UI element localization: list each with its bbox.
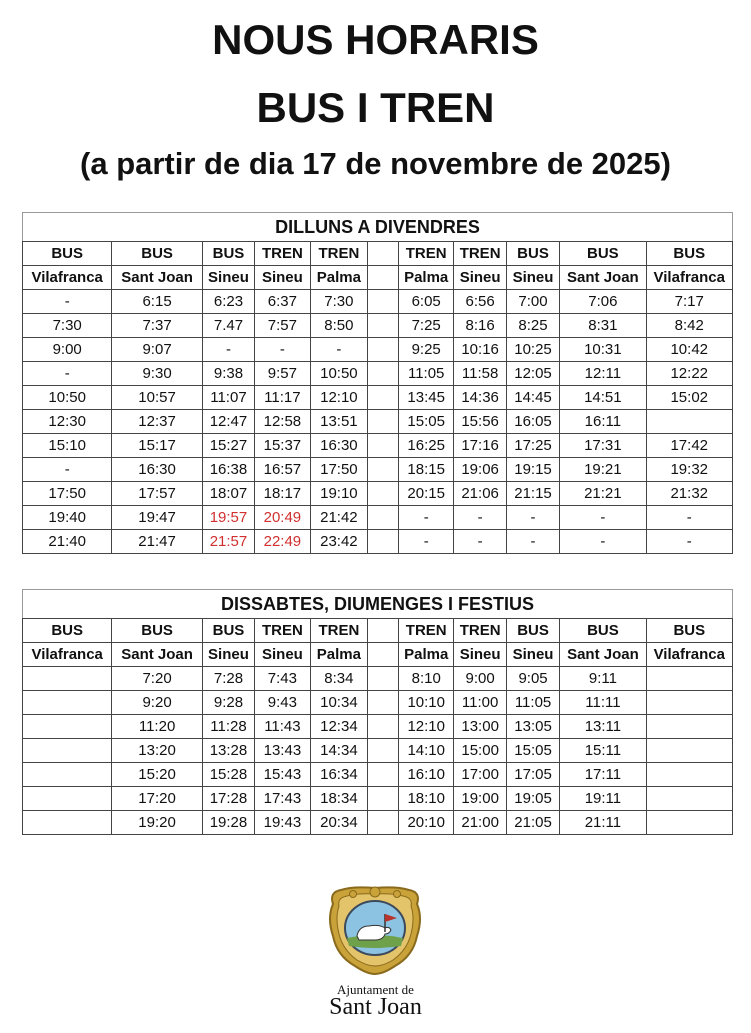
time-cell: -: [646, 506, 733, 530]
time-cell: -: [202, 338, 254, 362]
time-cell: 20:34: [310, 811, 368, 835]
gap-cell: [368, 242, 399, 266]
time-cell: 17:16: [454, 434, 506, 458]
table-row: [23, 458, 733, 482]
title-date-subtitle: (a partir de dia 17 de novembre de 2025): [80, 146, 671, 181]
logo-caption-line-1: Ajuntament de: [337, 982, 414, 997]
time-cell: 10:42: [646, 338, 733, 362]
stop-header: Sineu: [454, 266, 506, 290]
mode-header: BUS: [23, 242, 112, 266]
time-cell: 17:25: [506, 434, 559, 458]
time-cell: 10:57: [112, 386, 202, 410]
mode-header: TREN: [398, 242, 453, 266]
mode-header: TREN: [398, 619, 453, 643]
table-row: [23, 506, 733, 530]
mode-header: BUS: [23, 619, 112, 643]
logo-caption-line-2: Sant Joan: [329, 994, 422, 1020]
time-cell: 19:40: [23, 506, 112, 530]
time-cell: 16:57: [255, 458, 310, 482]
time-cell: 17:11: [560, 763, 646, 787]
gap-cell: [368, 667, 399, 691]
time-cell: 17:20: [112, 787, 202, 811]
time-cell: 10:50: [310, 362, 368, 386]
time-cell: 7.47: [202, 314, 254, 338]
time-cell: 15:56: [454, 410, 506, 434]
stop-header: Sant Joan: [112, 266, 202, 290]
time-cell: 8:16: [454, 314, 506, 338]
time-cell: 12:37: [112, 410, 202, 434]
time-cell: 15:10: [23, 434, 112, 458]
time-cell: 12:11: [560, 362, 646, 386]
time-cell: 13:28: [202, 739, 254, 763]
gap-cell: [368, 643, 399, 667]
time-cell: 12:10: [310, 386, 368, 410]
stop-header: Sineu: [202, 266, 254, 290]
time-cell: 18:10: [398, 787, 453, 811]
time-cell: -: [398, 530, 453, 554]
time-cell: -: [454, 530, 506, 554]
stop-header: Palma: [310, 643, 368, 667]
gap-cell: [368, 314, 399, 338]
time-cell: -: [255, 338, 310, 362]
table-row: [23, 362, 733, 386]
time-cell: 7:25: [398, 314, 453, 338]
time-cell: 15:20: [112, 763, 202, 787]
time-cell: 8:42: [646, 314, 733, 338]
time-cell: [646, 787, 732, 811]
table-row: [23, 434, 733, 458]
time-cell: 6:05: [398, 290, 453, 314]
time-cell: 6:23: [202, 290, 254, 314]
time-cell: [646, 739, 732, 763]
table-row: [23, 739, 733, 763]
time-cell: 14:34: [310, 739, 368, 763]
time-cell: 21:15: [506, 482, 559, 506]
time-cell: 16:10: [398, 763, 453, 787]
time-cell: 17:31: [560, 434, 646, 458]
time-cell: 16:30: [310, 434, 368, 458]
time-cell: 16:30: [112, 458, 202, 482]
time-cell: 19:15: [506, 458, 559, 482]
table-row: [23, 763, 733, 787]
mode-header: TREN: [310, 619, 368, 643]
mode-header: TREN: [454, 242, 506, 266]
time-cell: 21:42: [310, 506, 368, 530]
time-cell: 15:02: [646, 386, 733, 410]
time-cell: 22:49: [255, 530, 310, 554]
stop-header: Vilafranca: [23, 266, 112, 290]
table-row: [23, 410, 733, 434]
mode-header: BUS: [646, 619, 732, 643]
stop-header: Sineu: [255, 266, 310, 290]
time-cell: 14:51: [560, 386, 646, 410]
time-cell: 9:57: [255, 362, 310, 386]
weekday-timetable: [22, 212, 733, 554]
time-cell: 12:05: [506, 362, 559, 386]
mode-header: TREN: [310, 242, 368, 266]
time-cell: 19:32: [646, 458, 733, 482]
time-cell: 9:20: [112, 691, 202, 715]
gap-cell: [368, 482, 399, 506]
time-cell: [646, 763, 732, 787]
time-cell: -: [506, 506, 559, 530]
time-cell: 13:43: [255, 739, 310, 763]
mode-header: TREN: [255, 619, 310, 643]
time-cell: 15:05: [398, 410, 453, 434]
time-cell: 8:34: [310, 667, 368, 691]
time-cell: [646, 715, 732, 739]
time-cell: 16:25: [398, 434, 453, 458]
weekday-mode-row: [23, 242, 733, 266]
time-cell: 6:37: [255, 290, 310, 314]
table-row: [23, 811, 733, 835]
time-cell: 14:36: [454, 386, 506, 410]
gap-cell: [368, 458, 399, 482]
time-cell: 19:10: [310, 482, 368, 506]
weekend-mode-row: [23, 619, 733, 643]
time-cell: 17:43: [255, 787, 310, 811]
time-cell: 10:50: [23, 386, 112, 410]
gap-cell: [368, 506, 399, 530]
mode-header: BUS: [202, 619, 254, 643]
time-cell: [23, 667, 112, 691]
time-cell: 9:25: [398, 338, 453, 362]
time-cell: 12:30: [23, 410, 112, 434]
mode-header: BUS: [112, 619, 202, 643]
gap-cell: [368, 266, 399, 290]
time-cell: 8:31: [560, 314, 646, 338]
time-cell: 7:30: [23, 314, 112, 338]
time-cell: [23, 811, 112, 835]
time-cell: 11:05: [398, 362, 453, 386]
time-cell: 21:11: [560, 811, 646, 835]
time-cell: 19:47: [112, 506, 202, 530]
time-cell: [23, 763, 112, 787]
gap-cell: [368, 763, 399, 787]
time-cell: 20:49: [255, 506, 310, 530]
table-row: [23, 715, 733, 739]
weekend-stop-row: [23, 643, 733, 667]
time-cell: 15:00: [454, 739, 506, 763]
time-cell: 9:05: [506, 667, 559, 691]
time-cell: [646, 667, 732, 691]
time-cell: 7:57: [255, 314, 310, 338]
time-cell: 10:34: [310, 691, 368, 715]
gap-cell: [368, 787, 399, 811]
time-cell: 11:00: [454, 691, 506, 715]
time-cell: 19:57: [202, 506, 254, 530]
time-cell: 17:00: [454, 763, 506, 787]
time-cell: 18:15: [398, 458, 453, 482]
time-cell: 21:00: [454, 811, 506, 835]
weekend-times: [23, 667, 733, 835]
table-row: [23, 314, 733, 338]
time-cell: 15:27: [202, 434, 254, 458]
gap-cell: [368, 739, 399, 763]
time-cell: 21:05: [506, 811, 559, 835]
weekday-section-title: DILLUNS A DIVENDRES: [23, 213, 733, 242]
time-cell: 9:00: [454, 667, 506, 691]
time-cell: 13:00: [454, 715, 506, 739]
mode-header: BUS: [202, 242, 254, 266]
weekend-section-title: DISSABTES, DIUMENGES I FESTIUS: [23, 590, 733, 619]
mode-header: BUS: [646, 242, 733, 266]
time-cell: [23, 691, 112, 715]
time-cell: 13:45: [398, 386, 453, 410]
time-cell: 15:28: [202, 763, 254, 787]
time-cell: 7:28: [202, 667, 254, 691]
time-cell: 7:06: [560, 290, 646, 314]
stop-header: Sineu: [255, 643, 310, 667]
time-cell: 17:42: [646, 434, 733, 458]
stop-header: Palma: [310, 266, 368, 290]
time-cell: 16:05: [506, 410, 559, 434]
stop-header: Vilafranca: [23, 643, 112, 667]
time-cell: 21:32: [646, 482, 733, 506]
time-cell: 13:11: [560, 715, 646, 739]
time-cell: 19:11: [560, 787, 646, 811]
time-cell: 11:05: [506, 691, 559, 715]
time-cell: 8:10: [398, 667, 453, 691]
time-cell: 19:05: [506, 787, 559, 811]
time-cell: 20:10: [398, 811, 453, 835]
gap-cell: [368, 362, 399, 386]
time-cell: -: [560, 530, 646, 554]
time-cell: -: [23, 362, 112, 386]
time-cell: 19:00: [454, 787, 506, 811]
table-row: [23, 787, 733, 811]
mode-header: TREN: [454, 619, 506, 643]
coat-of-arms-icon: [323, 884, 427, 976]
table-row: [23, 691, 733, 715]
time-cell: 21:57: [202, 530, 254, 554]
time-cell: -: [560, 506, 646, 530]
table-row: [23, 530, 733, 554]
gap-cell: [368, 811, 399, 835]
time-cell: 16:11: [560, 410, 646, 434]
time-cell: 7:00: [506, 290, 559, 314]
time-cell: -: [23, 458, 112, 482]
time-cell: -: [398, 506, 453, 530]
gap-cell: [368, 619, 399, 643]
time-cell: 9:30: [112, 362, 202, 386]
gap-cell: [368, 410, 399, 434]
mode-header: BUS: [506, 619, 559, 643]
time-cell: 13:20: [112, 739, 202, 763]
time-cell: 17:50: [310, 458, 368, 482]
stop-header: Sineu: [506, 266, 559, 290]
time-cell: 19:43: [255, 811, 310, 835]
time-cell: 17:28: [202, 787, 254, 811]
time-cell: 12:58: [255, 410, 310, 434]
mode-header: BUS: [112, 242, 202, 266]
time-cell: 12:47: [202, 410, 254, 434]
time-cell: 16:34: [310, 763, 368, 787]
time-cell: -: [506, 530, 559, 554]
time-cell: 23:42: [310, 530, 368, 554]
stop-header: Palma: [398, 643, 453, 667]
table-row: [23, 338, 733, 362]
stop-header: Sant Joan: [560, 643, 646, 667]
time-cell: 11:58: [454, 362, 506, 386]
stop-header: Sant Joan: [560, 266, 646, 290]
mode-header: BUS: [560, 619, 646, 643]
time-cell: [646, 811, 732, 835]
time-cell: 6:15: [112, 290, 202, 314]
time-cell: 6:56: [454, 290, 506, 314]
time-cell: 14:45: [506, 386, 559, 410]
gap-cell: [368, 530, 399, 554]
time-cell: 15:43: [255, 763, 310, 787]
time-cell: 20:15: [398, 482, 453, 506]
time-cell: 11:43: [255, 715, 310, 739]
stop-header: Vilafranca: [646, 643, 732, 667]
title-line-2: BUS I TREN: [256, 84, 495, 131]
time-cell: 10:25: [506, 338, 559, 362]
time-cell: 19:20: [112, 811, 202, 835]
time-cell: -: [646, 530, 733, 554]
stop-header: Sineu: [506, 643, 559, 667]
stop-header: Sant Joan: [112, 643, 202, 667]
mode-header: BUS: [506, 242, 559, 266]
stop-header: Sineu: [202, 643, 254, 667]
time-cell: 7:17: [646, 290, 733, 314]
time-cell: 11:28: [202, 715, 254, 739]
time-cell: 11:11: [560, 691, 646, 715]
time-cell: 7:20: [112, 667, 202, 691]
time-cell: 17:05: [506, 763, 559, 787]
time-cell: 17:57: [112, 482, 202, 506]
time-cell: 7:43: [255, 667, 310, 691]
time-cell: 19:21: [560, 458, 646, 482]
time-cell: 8:50: [310, 314, 368, 338]
gap-cell: [368, 691, 399, 715]
gap-cell: [368, 290, 399, 314]
time-cell: 15:05: [506, 739, 559, 763]
time-cell: [23, 787, 112, 811]
table-row: [23, 290, 733, 314]
time-cell: [646, 410, 733, 434]
time-cell: 18:17: [255, 482, 310, 506]
time-cell: 9:11: [560, 667, 646, 691]
weekend-timetable: [22, 589, 733, 835]
stop-header: Sineu: [454, 643, 506, 667]
time-cell: 9:38: [202, 362, 254, 386]
time-cell: 21:40: [23, 530, 112, 554]
time-cell: 19:28: [202, 811, 254, 835]
time-cell: 10:31: [560, 338, 646, 362]
table-row: [23, 386, 733, 410]
time-cell: 15:37: [255, 434, 310, 458]
time-cell: 19:06: [454, 458, 506, 482]
title-line-1: NOUS HORARIS: [212, 16, 539, 63]
weekday-times: [23, 290, 733, 554]
time-cell: 11:17: [255, 386, 310, 410]
time-cell: 18:07: [202, 482, 254, 506]
time-cell: [23, 715, 112, 739]
time-cell: 10:16: [454, 338, 506, 362]
table-row: [23, 667, 733, 691]
time-cell: 21:47: [112, 530, 202, 554]
time-cell: 9:07: [112, 338, 202, 362]
time-cell: 15:17: [112, 434, 202, 458]
mode-header: BUS: [560, 242, 646, 266]
time-cell: 12:10: [398, 715, 453, 739]
time-cell: [646, 691, 732, 715]
time-cell: 10:10: [398, 691, 453, 715]
time-cell: 7:30: [310, 290, 368, 314]
table-row: [23, 482, 733, 506]
time-cell: 14:10: [398, 739, 453, 763]
stop-header: Vilafranca: [646, 266, 733, 290]
time-cell: 12:22: [646, 362, 733, 386]
time-cell: 13:05: [506, 715, 559, 739]
time-cell: 11:20: [112, 715, 202, 739]
gap-cell: [368, 338, 399, 362]
time-cell: 12:34: [310, 715, 368, 739]
gap-cell: [368, 386, 399, 410]
time-cell: 13:51: [310, 410, 368, 434]
time-cell: -: [23, 290, 112, 314]
time-cell: 21:06: [454, 482, 506, 506]
gap-cell: [368, 434, 399, 458]
gap-cell: [368, 715, 399, 739]
time-cell: 9:00: [23, 338, 112, 362]
time-cell: 15:11: [560, 739, 646, 763]
time-cell: 11:07: [202, 386, 254, 410]
time-cell: 16:38: [202, 458, 254, 482]
time-cell: [23, 739, 112, 763]
mode-header: TREN: [255, 242, 310, 266]
time-cell: 9:43: [255, 691, 310, 715]
time-cell: 17:50: [23, 482, 112, 506]
time-cell: 8:25: [506, 314, 559, 338]
stop-header: Palma: [398, 266, 453, 290]
time-cell: 18:34: [310, 787, 368, 811]
weekday-stop-row: [23, 266, 733, 290]
time-cell: 9:28: [202, 691, 254, 715]
time-cell: 21:21: [560, 482, 646, 506]
time-cell: -: [454, 506, 506, 530]
time-cell: -: [310, 338, 368, 362]
time-cell: 7:37: [112, 314, 202, 338]
